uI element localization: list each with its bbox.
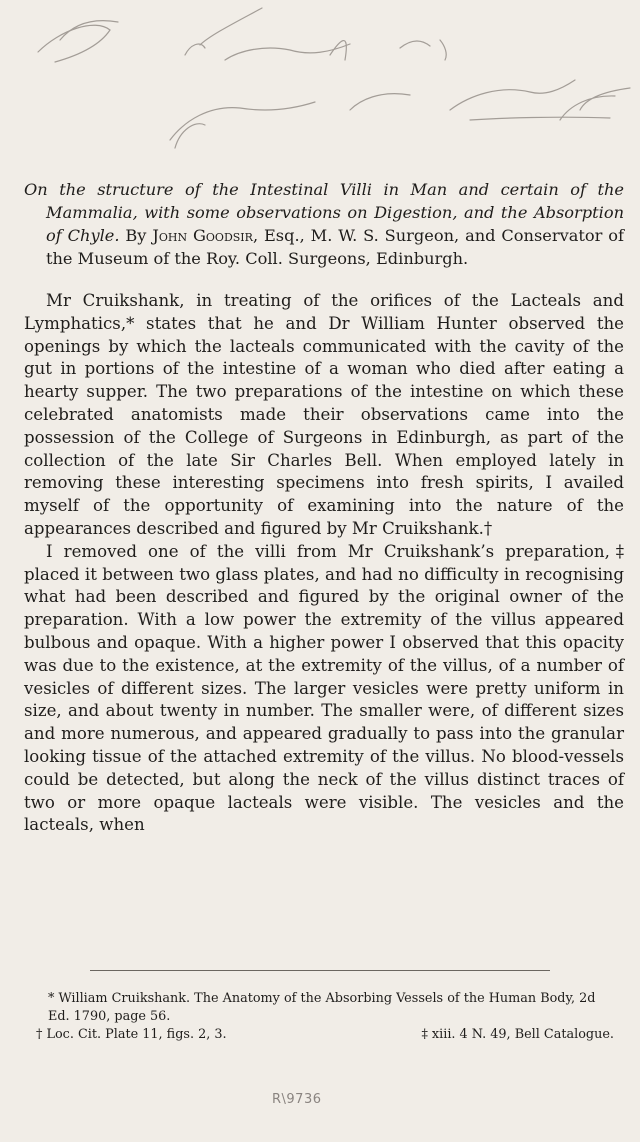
footnote-3: ‡ xiii. 4 N. 49, Bell Catalogue. (421, 1027, 614, 1042)
paragraph-2: I removed one of the villi from Mr Cruikshank’s preparation,‡ placed it between two glass plates, and had no difficulty in recognising what had been described and figured by the original owner of the preparation. With a low power the extremity of the villus appeared bulbous and opaque. With a higher power I observed that this opacity was due to the existence, at the extremity of the villus, of a number of vesicles of different sizes. The larger vesicles were pretty uniform in size, and about twenty in number. The smaller were, of different sizes and more numerous, and appeared gradually to pass into the granular looking tissue of the attached extremity of the villus. No blood-vessels could be detected, but along the neck of the villus distinct traces of two or more opaque lacteals were visible. The vesicles and the lacteals, when (24, 541, 624, 835)
author-credentials: , Esq., M. W. S. Surgeon, and Conservator of the Museum of the Roy. Coll. Surgeons, Edinburgh. (46, 226, 624, 268)
footnote-2: † Loc. Cit. Plate 11, figs. 2, 3. (36, 1027, 227, 1042)
pencil-scribbles (0, 0, 640, 160)
title-text: On the structure of the Intestinal Villi in Man and certain of the Mammalia, with some observations on Digestion, and the Absorption of Chyle. (24, 180, 624, 245)
footnote-divider (90, 970, 550, 971)
footnotes (28, 990, 618, 1044)
article-body (24, 290, 624, 837)
article-title (24, 178, 624, 270)
footnote-row (28, 1026, 618, 1044)
page-content (24, 178, 624, 837)
by-word: By (125, 226, 147, 245)
footnote-1: * William Cruikshank. The Anatomy of the Absorbing Vessels of the Human Body, 2d Ed. 1790, page 56. (48, 991, 596, 1024)
paragraph-1: Mr Cruikshank, in treating of the orifices of the Lacteals and Lymphatics,* states that he and Dr William Hunter observed the openings by which the lacteals communicated with the cavity of the gut in portions of the intestine of a woman who died after eating a hearty supper. The two preparations of the intestine on which these celebrated anatomists made their observations came into the possession of the College of Surgeons in Edinburgh, as part of the collection of the late Sir Charles Bell. When employed lately in removing these interesting specimens into fresh spirits, I availed myself of the opportunity of examining into the nature of the appearances described and figured by Mr Cruikshank.† (24, 291, 624, 538)
catalog-mark: R\9736 (272, 1092, 322, 1107)
author-name: John Goodsir (152, 226, 253, 245)
